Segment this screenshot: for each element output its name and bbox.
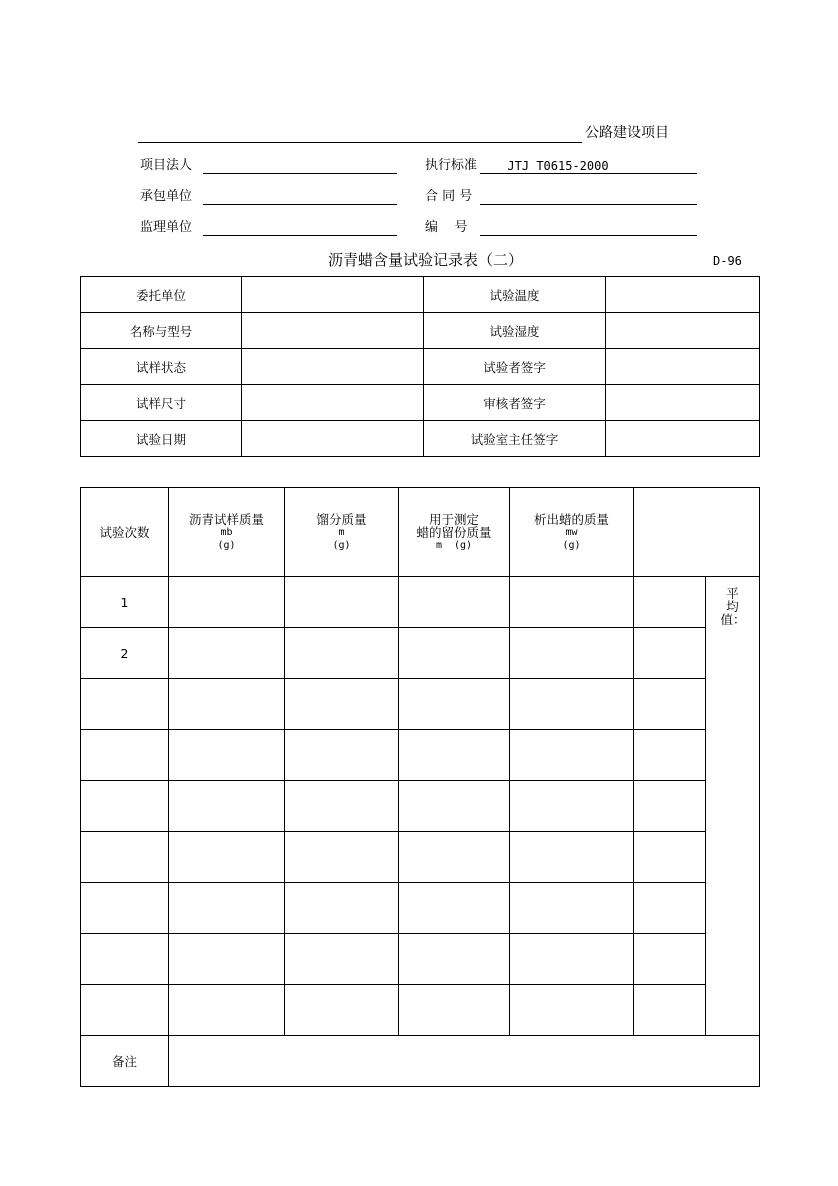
info-label-left: 试样状态 (81, 349, 242, 385)
legal-person-label: 项目法人 (140, 158, 193, 173)
header-fraction-mass-symbol: m (338, 526, 345, 538)
fraction-mass-cell[interactable] (285, 883, 399, 934)
info-label-right: 审核者签字 (424, 385, 606, 421)
fraction-mass-cell[interactable] (285, 934, 399, 985)
info-label-right: 试验者签字 (424, 349, 606, 385)
header-fraction-mass-name: 馏分质量 (316, 511, 367, 527)
result-cell[interactable] (634, 679, 706, 730)
residual-mass-cell[interactable] (399, 934, 510, 985)
trial-number (81, 730, 169, 781)
info-value-right[interactable] (606, 313, 760, 349)
sample-mass-cell[interactable] (169, 730, 285, 781)
residual-mass-cell[interactable] (399, 985, 510, 1036)
trial-number (81, 934, 169, 985)
legal-person-field[interactable] (203, 173, 397, 174)
table-row (81, 628, 760, 679)
header-residual-mass (399, 488, 510, 577)
sample-mass-cell[interactable] (169, 577, 285, 628)
fraction-mass-cell[interactable] (285, 781, 399, 832)
info-value-left[interactable] (242, 421, 424, 457)
trial-number (81, 781, 169, 832)
header-residual-mass-symbol-unit: m (g) (435, 539, 473, 551)
supervisor-label: 监理单位 (140, 220, 193, 235)
sample-mass-cell[interactable] (169, 679, 285, 730)
fraction-mass-cell[interactable] (285, 577, 399, 628)
table-row (81, 730, 760, 781)
header-blank (634, 488, 760, 577)
info-row (81, 313, 760, 349)
header-wax-mass (510, 488, 634, 577)
residual-mass-cell[interactable] (399, 628, 510, 679)
form-title: 沥青蜡含量试验记录表（二） (328, 251, 524, 269)
fraction-mass-cell[interactable] (285, 679, 399, 730)
sample-mass-cell[interactable] (169, 781, 285, 832)
header-sample-mass-unit: (g) (217, 539, 236, 551)
header-fraction-mass (285, 488, 399, 577)
trial-number (81, 883, 169, 934)
trial-number: 1 (81, 577, 169, 628)
wax-mass-cell[interactable] (510, 628, 634, 679)
residual-mass-cell[interactable] (399, 832, 510, 883)
residual-mass-cell[interactable] (399, 679, 510, 730)
trial-number (81, 832, 169, 883)
info-value-right[interactable] (606, 421, 760, 457)
header-residual-mass-line1: 用于测定 (428, 511, 479, 527)
data-table (80, 487, 760, 1087)
residual-mass-cell[interactable] (399, 883, 510, 934)
info-label-right: 试验温度 (424, 277, 606, 313)
info-value-left[interactable] (242, 313, 424, 349)
form-code: D-96 (713, 254, 742, 268)
fraction-mass-cell[interactable] (285, 985, 399, 1036)
standard-value: JTJ T0615-2000 (507, 159, 609, 173)
trial-number (81, 679, 169, 730)
table-row (81, 883, 760, 934)
wax-mass-cell[interactable] (510, 781, 634, 832)
info-value-right[interactable] (606, 385, 760, 421)
wax-mass-cell[interactable] (510, 934, 634, 985)
header-wax-mass-name: 析出蜡的质量 (533, 511, 609, 527)
table-row (81, 679, 760, 730)
info-value-left[interactable] (242, 385, 424, 421)
header-wax-mass-symbol: mw (565, 526, 578, 538)
residual-mass-cell[interactable] (399, 781, 510, 832)
wax-mass-cell[interactable] (510, 679, 634, 730)
info-row (81, 349, 760, 385)
header-trial-no: 试验次数 (81, 488, 169, 577)
residual-mass-cell[interactable] (399, 577, 510, 628)
info-label-left: 试验日期 (81, 421, 242, 457)
info-label-left: 委托单位 (81, 277, 242, 313)
result-cell[interactable] (634, 985, 706, 1036)
contract-no-label: 合 同 号 (425, 189, 473, 204)
table-row (81, 577, 760, 628)
header-wax-mass-unit: (g) (562, 539, 581, 551)
info-table (80, 276, 760, 457)
supervisor-field[interactable] (203, 235, 397, 236)
fraction-mass-cell[interactable] (285, 730, 399, 781)
fraction-mass-cell[interactable] (285, 628, 399, 679)
sample-mass-cell[interactable] (169, 934, 285, 985)
info-value-right[interactable] (606, 349, 760, 385)
result-cell[interactable] (634, 781, 706, 832)
remarks-label: 备注 (81, 1036, 169, 1087)
serial-no-field[interactable] (480, 235, 697, 236)
average-label: 平均值： (720, 586, 746, 627)
wax-mass-cell[interactable] (510, 730, 634, 781)
result-cell[interactable] (634, 730, 706, 781)
trial-number (81, 985, 169, 1036)
wax-mass-cell[interactable] (510, 985, 634, 1036)
wax-mass-cell[interactable] (510, 883, 634, 934)
header-fraction-mass-unit: (g) (332, 539, 351, 551)
info-label-left: 试样尺寸 (81, 385, 242, 421)
sample-mass-cell[interactable] (169, 883, 285, 934)
header-residual-mass-line2: 蜡的留份质量 (416, 524, 492, 540)
sample-mass-cell[interactable] (169, 985, 285, 1036)
remarks-field[interactable] (169, 1036, 760, 1087)
table-row (81, 985, 760, 1036)
info-row (81, 277, 760, 313)
average-cell (706, 577, 760, 1036)
result-cell[interactable] (634, 883, 706, 934)
contractor-label: 承包单位 (140, 189, 193, 204)
wax-mass-cell[interactable] (510, 832, 634, 883)
table-row (81, 934, 760, 985)
table-row (81, 832, 760, 883)
info-row (81, 421, 760, 457)
serial-no-label: 编 号 (425, 220, 468, 235)
info-value-left[interactable] (242, 349, 424, 385)
standard-label: 执行标准 (425, 158, 478, 173)
residual-mass-cell[interactable] (399, 730, 510, 781)
project-suffix: 公路建设项目 (585, 125, 669, 141)
result-cell[interactable] (634, 577, 706, 628)
info-row (81, 385, 760, 421)
result-cell[interactable] (634, 832, 706, 883)
sample-mass-cell[interactable] (169, 628, 285, 679)
trial-number: 2 (81, 628, 169, 679)
header-sample-mass-symbol: mb (220, 526, 233, 538)
info-label-right: 试验室主任签字 (424, 421, 606, 457)
result-cell[interactable] (634, 934, 706, 985)
sample-mass-cell[interactable] (169, 832, 285, 883)
info-value-right[interactable] (606, 277, 760, 313)
header-row (81, 488, 760, 577)
result-cell[interactable] (634, 628, 706, 679)
contractor-field[interactable] (203, 204, 397, 205)
fraction-mass-cell[interactable] (285, 832, 399, 883)
wax-mass-cell[interactable] (510, 577, 634, 628)
table-row (81, 781, 760, 832)
remarks-row (81, 1036, 760, 1087)
info-label-left: 名称与型号 (81, 313, 242, 349)
info-value-left[interactable] (242, 277, 424, 313)
project-name-line (138, 142, 582, 143)
standard-field[interactable] (480, 173, 697, 174)
info-label-right: 试验湿度 (424, 313, 606, 349)
header-sample-mass-name: 沥青试样质量 (188, 511, 264, 527)
contract-no-field[interactable] (480, 204, 697, 205)
header-sample-mass (169, 488, 285, 577)
